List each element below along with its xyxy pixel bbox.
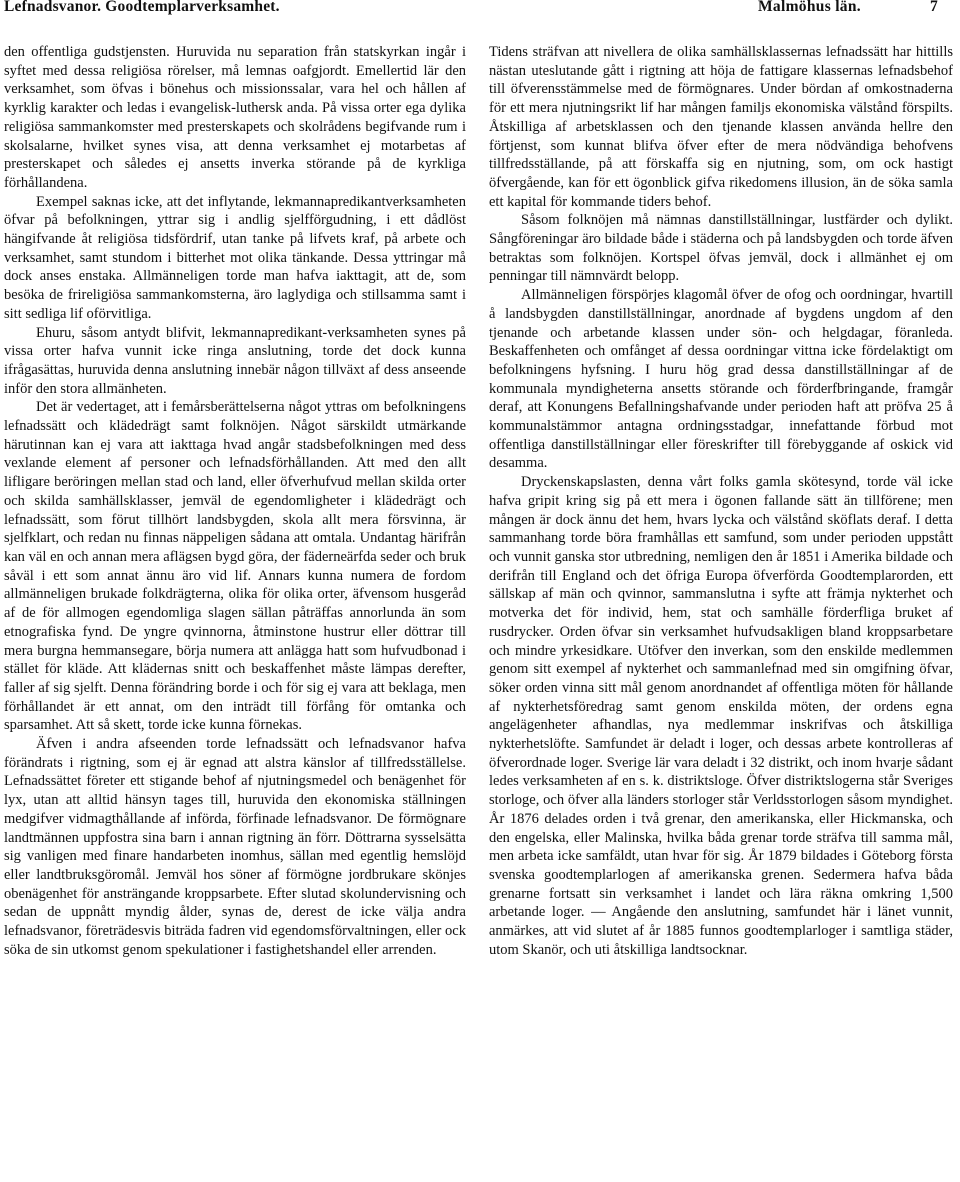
paragraph: Det är vedertaget, att i femårsberättelserna något yttras om befolkningens lefnadssätt och klädedrägt samt folknöjen. Något särskildt utmärkande härutinnan kan ej vara att iakttaga hvad angår stadsbefolkningen med dess vexlande element af personer och lefnadsförhållanden. Att med den allt lifligare beröringen mellan stad och land, eller öfverhufvud mellan skilda orter och skilda samhällsklasser, jemväl de egendomligheter i klädedrägt och lefnadssätt, som förut tillhört landsbygden, skola allt mera försvinna, är sjelfklart, och redan nu finnas näppeligen sådana att omtala. Undantag härifrån kan väl en och annan mera aflägsen bygd göra, der fäderneärfda seder och bruk såväl i ett som annat ännu äro vid lif. Annars kunna numera de fordom allmänneligen brukade folkdrägterna, olika för olika orter, äfvensom husgeråd af de för allmogen egendomliga slagen sällan påträffas annorlunda än som etnografiska fynd. De yngre qvinnorna, åtminstone hustrur eller döttrar till mera burgna hemmansegare, börja numera att anlägga hatt som hufvudbonad i stället för kläde. Att klädernas snitt och beskaffenhet måste lämpas derefter, faller af sig sjelft. Denna förändring borde i och för sig ej vara att beklaga, men förhållandet är ett annat, om den inträdt till förfång för omtanka och sparsamhet. Att så skett, torde icke kunna förnekas. [4, 399, 466, 734]
header-right-title: Malmöhus län. [758, 0, 861, 15]
paragraph: Exempel saknas icke, att det inflytande, lekmannapredikantverksamheten öfvar på befolkningen, yttrar sig i andlig sjelfförgudning, i ett dådlöst hängifvande åt religiösa tidsfördrif, utan tanke på lifvets kraf, på arbete och verksamhet, samt stundom i bitterhet mot olika tänkande. Dessa yttringar må dock anses enstaka. Allmänneligen torde man hafva iakttagit, att de, som besöka de frireligiösa sammankomsterna, äro laglydiga och stillsamma samt i sitt sedliga lif oförvitliga. [4, 193, 466, 322]
paragraph: Ehuru, såsom antydt blifvit, lekmannapredikant-verksamheten synes på vissa orter hafva vunnit icke ringa anslutning, torde det dock kunna ifrågasättas, huruvida denna anslutning innebär någon tillväxt af dess anseende inför den stora allmänheten. [4, 324, 466, 397]
paragraph: Såsom folknöjen må nämnas danstillställningar, lustfärder och dylikt. Sångföreningar äro bildade både i städerna och på landsbygden och torde äfven betraktas som folknöjen. Kortspel öfvas jemväl, dock i allmänhet ej om penningar till nämnvärdt belopp. [489, 212, 953, 285]
paragraph: Äfven i andra afseenden torde lefnadssätt och lefnadsvanor hafva förändrats i rigtning, som ej är egnad att alstra känslor af tillfredsställelse. Lefnadssättet företer ett stigande behof af njutningsmedel och benägenhet för lyx, utan att alltid hänsyn tages till, huruvida den ekonomiska ställningen medgifver vidmagthållande af införda, förfinade lefnadsvanor. De förmögnare landtmännen uppfostra sina barn i annan rigtning än förr. Döttrarna sysselsätta sig vanligen med finare handarbeten inomhus, sällan med egentlig hemslöjd eller landtbruksgöromål. Jemväl hos söner af förmögne jordbrukare skönjes obenägenhet för ansträngande kroppsarbete. Efter slutad skolundervisning och sedan de uppnått myndig ålder, synas de, derest de icke välja andra lefnadsvanor, företrädesvis biträda fadren vid egendomsförvaltningen, eller ock söka de sin utkomst genom spekulationer i fastighetshandel eller arrenden. [4, 736, 466, 958]
left-column [4, 43, 466, 959]
paragraph: Allmänneligen förspörjes klagomål öfver de ofog och oordningar, hvartill å landsbygden danstillställningar, anordnade af bygdens ungdom af den tjenande och arbetande klassen under sön- och helgdagar, föranleda. Beskaffenheten och omfånget af dessa oordningar vittna icke fördelaktigt om befolkningens hyfsning. I huru hög grad dessa danstillställningar af de kommunala myndigheterna ansetts störande och förderfbringande, framgår deraf, att Konungens Befallningshafvande under perioden haft att pröfva 25 å kommunalstämmor antagna ordningsstadgar, innefattande förbud mot offentliga danstillställningar eller föreskrifter till förebyggande af oskick vid desamma. [489, 287, 953, 472]
paragraph: den offentliga gudstjensten. Huruvida nu separation från statskyrkan ingår i syftet med dessa religiösa rörelser, må lemnas oafgjordt. Emellertid lär den verksamhet, som öfvas i bönehus och missionssalar, vara hel och hållen af kyrklig karakter och ledas i evangelisk-luthersk anda. På vissa orter ega dylika religiösa sammankomster med presterskapets och skolrådens begifvande rum i skolsalarne, hvilket synes visa, att denna verksamhet ej motarbetas af presterskapet och således ej ansetts inverka störande på de kyrkliga förhållandena. [4, 44, 466, 191]
paragraph: Dryckenskapslasten, denna vårt folks gamla skötesynd, torde väl icke hafva gripit kring sig på ett mera i ögonen fallande sätt än tillförene; men mången är dock ännu det hem, hvars lycka och välstånd sköflats deraf. I detta sammanhang torde böra framhållas ett samfund, som under perioden uppstått och vunnit ganska stor utbredning, nemligen den år 1851 i Amerika bildade och derifrån till England och det öfriga Europa öfverförda Goodtemplarorden, ett sällskap af män och qvinnor, sammanslutna i syfte att främja nykterhet och motverka det för individ, hem, stat och samhälle förderfliga bruket af rusdrycker. Orden öfvar sin verksamhet hufvudsakligen bland kroppsarbetare och mindre yrkesidkare. Utöfver den inverkan, som den enskilde medlemmen genom sitt exempel af nykterhet och sammanlefnad med sin omgifning öfvar, söker orden vinna sitt mål genom anordnandet af offentliga möten för hållande af nykterhetsföredrag samt genom enskilda möten, der ordens egna angelägenheter afhandlas, nya medlemmar inskrifvas och åtskilliga nykterhetslöfte. Samfundet är deladt i loger, och dessas arbete kontrolleras af öfverordnade loger. Sverige lär vara deladt i 32 distrikt, och inom hvarje sådant ledes verksamheten af en s. k. distriktsloge. Öfver distriktslogerna står Sveriges storloge, och öfver alla länders storloger står Verldsstorlogen såsom myndighet. År 1876 delades orden i två grenar, den amerikanska, eller Hickmanska, och den engelska, eller Malinska, hvilka båda grenar torde sträfva till samma mål, men arbeta icke samfäldt, utan hvar för sig. År 1879 bildades i Göteborg första svenska goodtemplarlogen af amerikanska grenen. Sedermera hafva båda grenarne fortsatt sin verksamhet i landet och lära räkna omkring 1,500 arbetande loger. — Angående den anslutning, samfundet här i länet vunnit, anmärkes, att vid slutet af år 1885 funnos goodtemplarloger i samtliga städer, utom Skanör, och uti åtskilliga landtsocknar. [489, 474, 953, 958]
header-left-title: Lefnadsvanor. Goodtemplarverksamhet. [4, 0, 280, 15]
running-header [0, 0, 960, 22]
paragraph: Tidens sträfvan att nivellera de olika samhällsklassernas lefnadssätt har hittills nästan uteslutande gått i rigtning att höja de fattigare klassernas lefnadsbehof till öfverensstämmelse med de förmögnares. Under bördan af omkostnaderna för ett mera njutningsrikt lif har mången familjs ekonomiska välstånd förspilts. Åtskilliga af arbetsklassen och den tjenande klassen använda hellre den förtjenst, som kunnat blifva öfver efter de mera nödvändiga behofvens tillfredsställande, på att förskaffa sig en njutning, som, om ock hastigt öfvergående, kan för ett ögonblick gifva rikedomens illusion, än de söka samla ett kapital för kommande tiders behof. [489, 44, 953, 210]
right-column [489, 43, 953, 959]
page-number: 7 [930, 0, 938, 15]
